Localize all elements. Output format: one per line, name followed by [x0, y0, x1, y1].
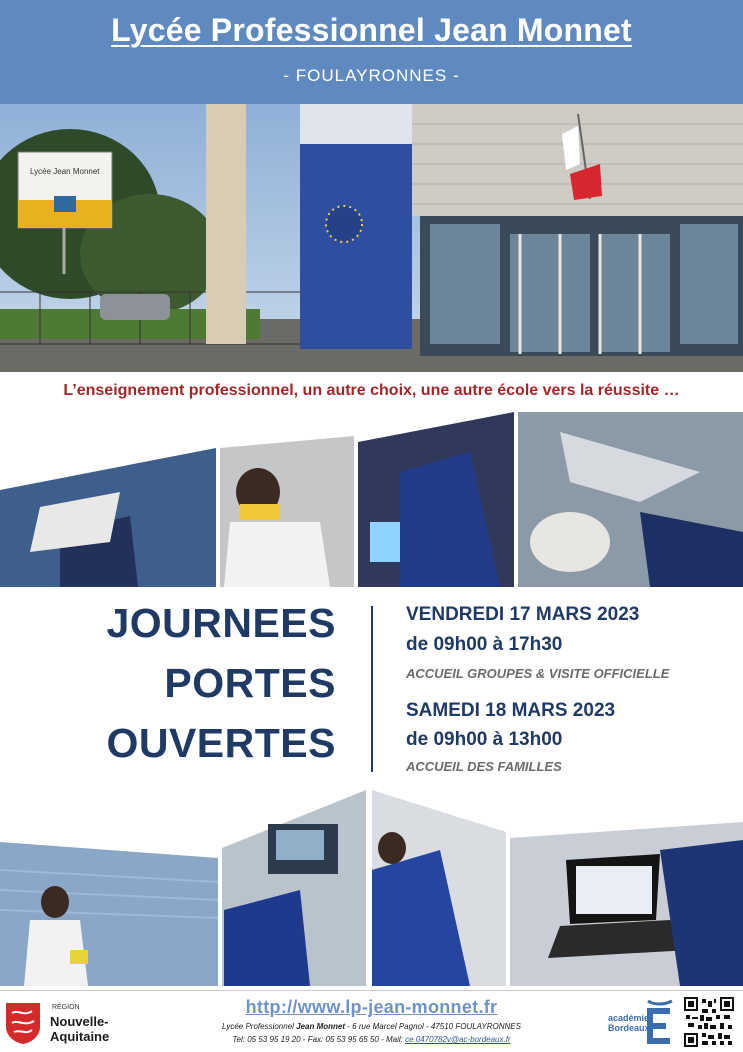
contact-phone-fax: Tel: 05 53 95 19 20 - Fax: 05 53 95 65 50 - Mail:: [232, 1035, 406, 1044]
website-link[interactable]: http://www.lp-jean-monnet.fr: [245, 997, 498, 1017]
photo-strip-top: [0, 412, 743, 587]
slogan-text: L’enseignement professionnel, un autre choix, une autre école vers la réussite …: [63, 382, 680, 399]
footer: [0, 990, 743, 1052]
day2-time: de 09h00 à 13h00: [406, 729, 563, 750]
photo-strip-bottom: [0, 790, 743, 986]
academie-logo: [606, 995, 678, 1049]
event-title-line2: PORTES: [164, 660, 336, 706]
event-title-line3: OUVERTES: [106, 720, 336, 766]
header-banner: [0, 0, 743, 104]
region-label: RÉGION: [52, 1004, 80, 1011]
day1-date: VENDREDI 17 MARS 2023: [406, 604, 640, 625]
day2-note: ACCUEIL DES FAMILLES: [406, 759, 562, 774]
address-street: - 6 rue Marcel Pagnol - 47510 FOULAYRONNES: [345, 1022, 521, 1031]
qr-code-icon[interactable]: [684, 997, 734, 1047]
event-title-line1: JOURNEES: [106, 600, 336, 646]
building-photo: [0, 104, 743, 372]
academie-city: Bordeaux: [608, 1023, 650, 1033]
academie-label: académie: [608, 1013, 650, 1023]
school-title: Lycée Professionnel Jean Monnet: [111, 12, 632, 48]
address-prefix: Lycée Professionnel: [222, 1022, 297, 1031]
building-sign-text: Lycée Jean Monnet: [30, 167, 100, 176]
region-name-line1: Nouvelle-: [50, 1014, 109, 1029]
academie-e-icon: [642, 997, 676, 1047]
contact-email-link[interactable]: ce.0470782v@ac-bordeaux.fr: [405, 1035, 511, 1044]
day1-time: de 09h00 à 17h30: [406, 634, 563, 655]
building-illustration: [0, 104, 743, 372]
day1-note: ACCUEIL GROUPES & VISITE OFFICIELLE: [406, 666, 670, 681]
day2-date: SAMEDI 18 MARS 2023: [406, 700, 616, 721]
school-city: - FOULAYRONNES -: [283, 66, 460, 85]
address-school-name: Jean Monnet: [296, 1022, 346, 1031]
event-divider: [371, 606, 373, 772]
region-name-line2: Aquitaine: [50, 1029, 110, 1044]
